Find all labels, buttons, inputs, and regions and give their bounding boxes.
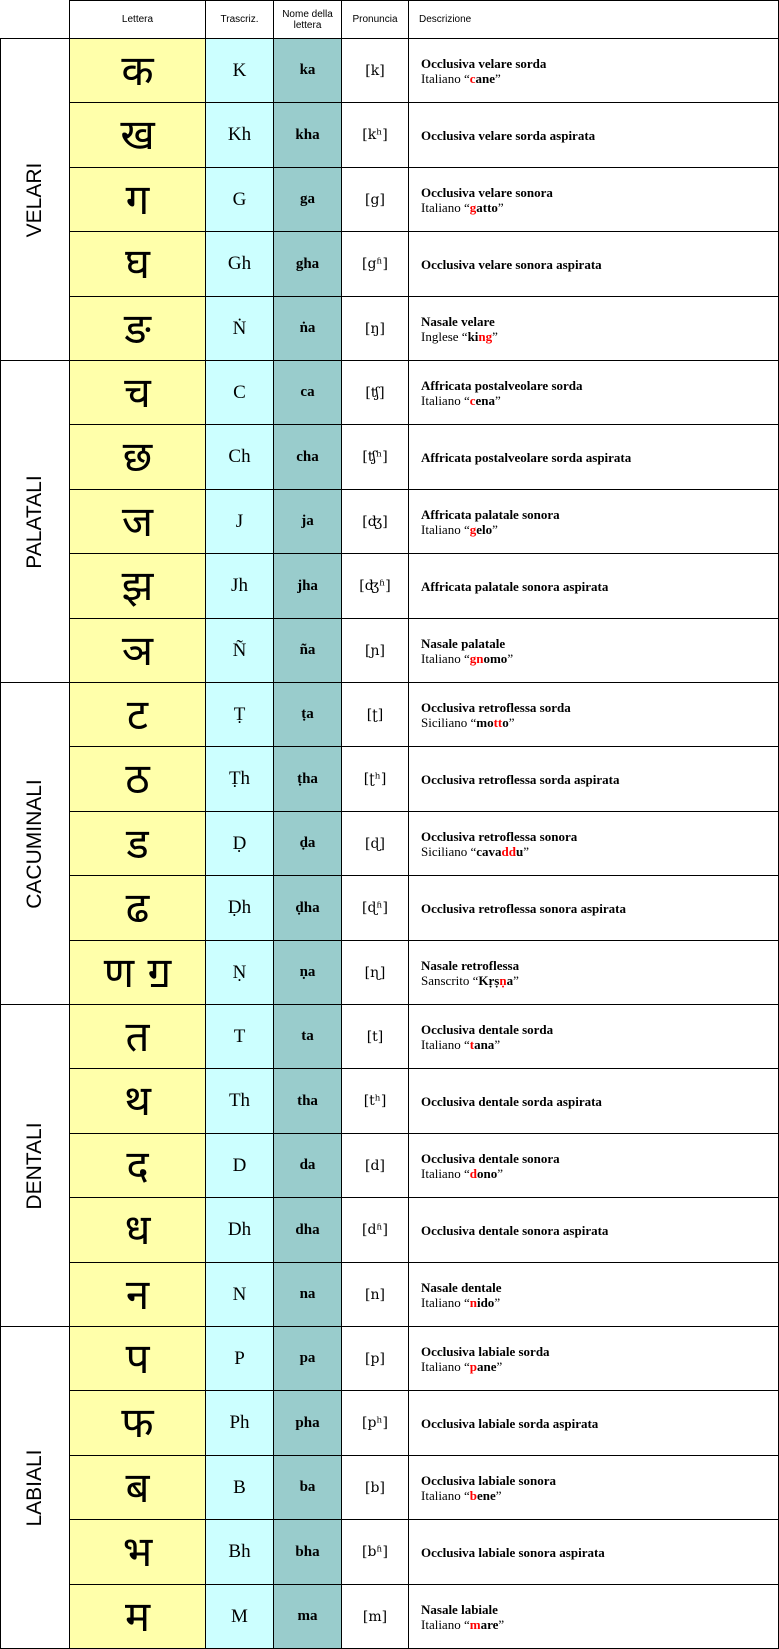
group-cacuminali	[0, 682, 70, 1005]
example-highlight: b	[469, 1487, 477, 1503]
letter-name-cell: jha	[273, 553, 342, 619]
translit-cell: T	[205, 1004, 274, 1069]
example-suffix: ”	[492, 328, 498, 344]
description-cell	[408, 360, 779, 425]
pronunciation-cell: [gʱ]	[341, 231, 409, 297]
example-rest: a	[506, 972, 514, 988]
description-cell	[408, 618, 779, 683]
pronunciation-cell: [ʤ]	[341, 489, 409, 554]
pronunciation-cell: [g]	[341, 167, 409, 232]
description-cell	[408, 1068, 779, 1134]
letter-cell: फ	[69, 1390, 206, 1456]
example-rest: ane	[475, 70, 496, 86]
description-text: Occlusiva retroflessa sorda aspirata	[421, 771, 620, 787]
example-word	[421, 1488, 778, 1503]
pronunciation-cell: [p]	[341, 1326, 409, 1391]
example-pre: mo	[476, 714, 494, 730]
example-suffix: ”	[497, 199, 504, 215]
example-prefix: Siciliano “	[421, 714, 477, 730]
pronunciation-cell: [ɲ]	[341, 618, 409, 683]
example-rest: u	[516, 843, 524, 859]
header-corner	[0, 0, 70, 39]
description-cell	[408, 1262, 779, 1327]
description-cell	[408, 1455, 779, 1520]
translit-cell: Ḍ	[205, 811, 274, 876]
example-highlight: ng	[478, 328, 493, 344]
example-rest: ene	[476, 1487, 496, 1503]
description-text: Occlusiva dentale sorda aspirata	[421, 1093, 602, 1109]
translit-cell: J	[205, 489, 274, 554]
example-rest: o	[502, 714, 509, 730]
pronunciation-cell: [ʤʱ]	[341, 553, 409, 619]
letter-name-cell: pa	[273, 1326, 342, 1391]
letter-name-cell: ma	[273, 1584, 342, 1649]
example-prefix: Italiano “	[421, 1487, 470, 1503]
pronunciation-cell: [ʈ]	[341, 682, 409, 747]
pronunciation-cell: [pʰ]	[341, 1390, 409, 1456]
description-text: Occlusiva dentale sorda	[421, 1021, 554, 1037]
letter-name-cell: ṇa	[273, 940, 342, 1005]
description-text: Occlusiva dentale sonora aspirata	[421, 1222, 609, 1238]
example-highlight: g	[469, 199, 477, 215]
example-word	[421, 715, 778, 730]
example-pre: Kṛṣ	[478, 972, 500, 988]
description-text: Nasale dentale	[421, 1279, 502, 1295]
pronunciation-cell: [ŋ]	[341, 296, 409, 361]
example-highlight: n	[469, 1294, 477, 1310]
description-cell	[408, 1197, 779, 1263]
example-highlight: p	[469, 1358, 477, 1374]
letter-cell: ढ	[69, 875, 206, 941]
pronunciation-cell: [kʰ]	[341, 102, 409, 168]
description-text: Nasale labiale	[421, 1601, 498, 1617]
example-prefix: Italiano “	[421, 521, 470, 537]
letter-cell: द	[69, 1133, 206, 1198]
example-rest: ido	[476, 1294, 495, 1310]
description-text: Occlusiva labiale sorda	[421, 1343, 550, 1359]
example-prefix: Italiano “	[421, 650, 470, 666]
example-word	[421, 522, 778, 537]
header-desc: Descrizione	[408, 0, 779, 39]
description-text: Affricata palatale sonora	[421, 506, 560, 522]
group-label: CACUMINALI	[23, 778, 46, 909]
description-cell	[408, 1390, 779, 1456]
example-prefix: Italiano “	[421, 1036, 470, 1052]
example-highlight: d	[469, 1165, 477, 1181]
example-highlight: t	[469, 1036, 475, 1052]
description-text: Nasale velare	[421, 313, 495, 329]
letter-name-cell: tha	[273, 1068, 342, 1134]
letter-name-cell: na	[273, 1262, 342, 1327]
letter-cell: ध	[69, 1197, 206, 1263]
description-text: Occlusiva velare sonora	[421, 184, 553, 200]
header-translit: Trascriz.	[205, 0, 274, 39]
header-letter: Lettera	[69, 0, 206, 39]
example-prefix: Italiano “	[421, 392, 470, 408]
translit-cell: Ph	[205, 1390, 274, 1456]
letter-name-cell: ḍha	[273, 875, 342, 941]
example-prefix: Italiano “	[421, 1358, 470, 1374]
translit-cell: Dh	[205, 1197, 274, 1263]
letter-cell: ज	[69, 489, 206, 554]
letter-name-cell: da	[273, 1133, 342, 1198]
example-word	[421, 1359, 778, 1374]
group-labiali	[0, 1326, 70, 1649]
translit-cell: Ch	[205, 424, 274, 490]
description-cell	[408, 167, 779, 232]
letter-cell: न	[69, 1262, 206, 1327]
translit-cell: Ñ	[205, 618, 274, 683]
letter-name-cell: ka	[273, 38, 342, 103]
description-text: Affricata palatale sonora aspirata	[421, 578, 609, 594]
description-text: Occlusiva retroflessa sonora	[421, 828, 578, 844]
example-suffix: ”	[494, 1294, 501, 1310]
letter-cell: म	[69, 1584, 206, 1649]
example-highlight: tt	[493, 714, 503, 730]
description-text: Affricata postalveolare sorda	[421, 377, 583, 393]
description-text: Nasale palatale	[421, 635, 506, 651]
pronunciation-cell: [bʱ]	[341, 1519, 409, 1585]
translit-cell: K	[205, 38, 274, 103]
letter-name-cell: ṅa	[273, 296, 342, 361]
pronunciation-cell: [ɳ]	[341, 940, 409, 1005]
letter-name-cell: cha	[273, 424, 342, 490]
pronunciation-cell: [b]	[341, 1455, 409, 1520]
example-word	[421, 200, 778, 215]
example-pre: cava	[476, 843, 502, 859]
letter-cell: च	[69, 360, 206, 425]
example-suffix: ”	[498, 1616, 505, 1632]
example-prefix: Italiano “	[421, 1165, 470, 1181]
description-cell	[408, 1519, 779, 1585]
pronunciation-cell: [d]	[341, 1133, 409, 1198]
description-cell	[408, 1326, 779, 1391]
pronunciation-cell: [ʧ]	[341, 360, 409, 425]
group-dentali	[0, 1004, 70, 1327]
description-cell	[408, 1004, 779, 1069]
group-label: PALATALI	[23, 474, 46, 569]
translit-cell: D	[205, 1133, 274, 1198]
translit-cell: Ḍh	[205, 875, 274, 941]
description-cell	[408, 38, 779, 103]
example-word	[421, 329, 778, 344]
example-rest: are	[480, 1616, 499, 1632]
letter-name-cell: ḍa	[273, 811, 342, 876]
letter-cell: भ	[69, 1519, 206, 1585]
example-prefix: Italiano “	[421, 1616, 470, 1632]
translit-cell: Gh	[205, 231, 274, 297]
letter-cell: त	[69, 1004, 206, 1069]
letter-cell: ङ	[69, 296, 206, 361]
example-suffix: ”	[513, 972, 519, 988]
letter-cell: ख	[69, 102, 206, 168]
description-cell	[408, 811, 779, 876]
translit-cell: C	[205, 360, 274, 425]
letter-name-cell: ṭha	[273, 746, 342, 812]
example-highlight: g	[469, 521, 477, 537]
letter-cell: ट	[69, 682, 206, 747]
example-rest: elo	[476, 521, 493, 537]
pronunciation-cell: [t]	[341, 1004, 409, 1069]
translit-cell: Jh	[205, 553, 274, 619]
example-prefix: Italiano “	[421, 70, 470, 86]
example-suffix: ”	[495, 70, 501, 86]
letter-cell: प	[69, 1326, 206, 1391]
letter-cell: थ	[69, 1068, 206, 1134]
pronunciation-cell: [ʧʰ]	[341, 424, 409, 490]
description-cell	[408, 231, 779, 297]
group-label: DENTALI	[23, 1121, 46, 1210]
description-cell	[408, 102, 779, 168]
example-word	[421, 1166, 778, 1181]
letter-cell: ब	[69, 1455, 206, 1520]
example-prefix: Italiano “	[421, 199, 470, 215]
letter-name-cell: ba	[273, 1455, 342, 1520]
pronunciation-cell: [dʱ]	[341, 1197, 409, 1263]
example-suffix: ”	[495, 1487, 502, 1503]
example-suffix: ”	[496, 1358, 503, 1374]
letter-name-cell: ṭa	[273, 682, 342, 747]
description-text: Occlusiva retroflessa sorda	[421, 699, 571, 715]
letter-name-cell: ga	[273, 167, 342, 232]
translit-cell: Bh	[205, 1519, 274, 1585]
example-suffix: ”	[492, 521, 498, 537]
example-highlight: gn	[469, 650, 484, 666]
example-word	[421, 1617, 778, 1632]
letter-name-cell: bha	[273, 1519, 342, 1585]
letter-cell: ञ	[69, 618, 206, 683]
description-text: Occlusiva labiale sorda aspirata	[421, 1415, 599, 1431]
example-word	[421, 973, 778, 988]
example-prefix: Siciliano “	[421, 843, 477, 859]
description-cell	[408, 682, 779, 747]
letter-name-cell: gha	[273, 231, 342, 297]
description-cell	[408, 940, 779, 1005]
translit-cell: P	[205, 1326, 274, 1391]
group-velari	[0, 38, 70, 361]
example-suffix: ”	[497, 1165, 503, 1181]
example-suffix: ”	[494, 1036, 501, 1052]
translit-cell: M	[205, 1584, 274, 1649]
letter-cell: ग	[69, 167, 206, 232]
example-word	[421, 1037, 778, 1052]
translit-cell: G	[205, 167, 274, 232]
group-label: LABIALI	[23, 1448, 46, 1527]
example-rest: ana	[474, 1036, 495, 1052]
letter-cell: छ	[69, 424, 206, 490]
letter-name-cell: pha	[273, 1390, 342, 1456]
letter-cell: क	[69, 38, 206, 103]
letter-name-cell: ja	[273, 489, 342, 554]
example-prefix: Italiano “	[421, 1294, 470, 1310]
example-word	[421, 71, 778, 86]
description-text: Affricata postalveolare sorda aspirata	[421, 449, 632, 465]
example-suffix: ”	[507, 650, 514, 666]
example-rest: omo	[483, 650, 508, 666]
example-highlight: dd	[501, 843, 516, 859]
letter-cell: झ	[69, 553, 206, 619]
description-cell	[408, 1133, 779, 1198]
example-suffix: ”	[523, 843, 530, 859]
header-pron: Pronuncia	[341, 0, 409, 39]
example-highlight: c	[469, 392, 476, 408]
translit-cell: Th	[205, 1068, 274, 1134]
group-label: VELARI	[23, 162, 46, 237]
pronunciation-cell: [k]	[341, 38, 409, 103]
letter-cell: ठ	[69, 746, 206, 812]
example-suffix: ”	[508, 714, 515, 730]
letter-name-cell: ña	[273, 618, 342, 683]
description-text: Occlusiva dentale sonora	[421, 1150, 560, 1166]
translit-cell: Ṇ	[205, 940, 274, 1005]
example-word	[421, 393, 778, 408]
description-cell	[408, 875, 779, 941]
letter-name-cell: ca	[273, 360, 342, 425]
letter-name-cell: dha	[273, 1197, 342, 1263]
example-rest: ane	[476, 1358, 497, 1374]
description-cell	[408, 1584, 779, 1649]
translit-cell: B	[205, 1455, 274, 1520]
pronunciation-cell: [ɖ]	[341, 811, 409, 876]
example-rest: atto	[476, 199, 498, 215]
pronunciation-cell: [m]	[341, 1584, 409, 1649]
description-text: Occlusiva velare sorda	[421, 55, 547, 71]
example-prefix: Inglese “	[421, 328, 468, 344]
example-highlight: ṇ	[499, 972, 507, 988]
example-highlight: m	[469, 1616, 481, 1632]
pronunciation-cell: [ɖʱ]	[341, 875, 409, 941]
header-name: Nome della lettera	[273, 0, 342, 39]
example-suffix: ”	[495, 392, 501, 408]
pronunciation-cell: [ʈʰ]	[341, 746, 409, 812]
pronunciation-cell: [n]	[341, 1262, 409, 1327]
example-rest: ena	[475, 392, 496, 408]
translit-cell: Ṅ	[205, 296, 274, 361]
description-text: Occlusiva labiale sonora	[421, 1472, 557, 1488]
translit-cell: Ṭh	[205, 746, 274, 812]
description-cell	[408, 489, 779, 554]
description-text: Nasale retroflessa	[421, 957, 520, 973]
description-text: Occlusiva labiale sonora aspirata	[421, 1544, 605, 1560]
letter-name-cell: ta	[273, 1004, 342, 1069]
example-prefix: Sanscrito “	[421, 972, 479, 988]
example-word	[421, 651, 778, 666]
translit-cell: Kh	[205, 102, 274, 168]
example-word	[421, 844, 778, 859]
example-highlight: c	[469, 70, 476, 86]
description-cell	[408, 296, 779, 361]
description-text: Occlusiva velare sonora aspirata	[421, 256, 602, 272]
example-pre: ki	[467, 328, 479, 344]
example-word	[421, 1295, 778, 1310]
letter-cell: ड	[69, 811, 206, 876]
description-text: Occlusiva retroflessa sonora aspirata	[421, 900, 626, 916]
description-cell	[408, 746, 779, 812]
translit-cell: N	[205, 1262, 274, 1327]
example-rest: ono	[476, 1165, 498, 1181]
pronunciation-cell: [tʰ]	[341, 1068, 409, 1134]
group-palatali	[0, 360, 70, 683]
letter-cell: ण ॻ	[69, 940, 206, 1005]
description-text: Occlusiva velare sorda aspirata	[421, 127, 596, 143]
letter-cell: घ	[69, 231, 206, 297]
description-cell	[408, 424, 779, 490]
letter-name-cell: kha	[273, 102, 342, 168]
description-cell	[408, 553, 779, 619]
translit-cell: Ṭ	[205, 682, 274, 747]
